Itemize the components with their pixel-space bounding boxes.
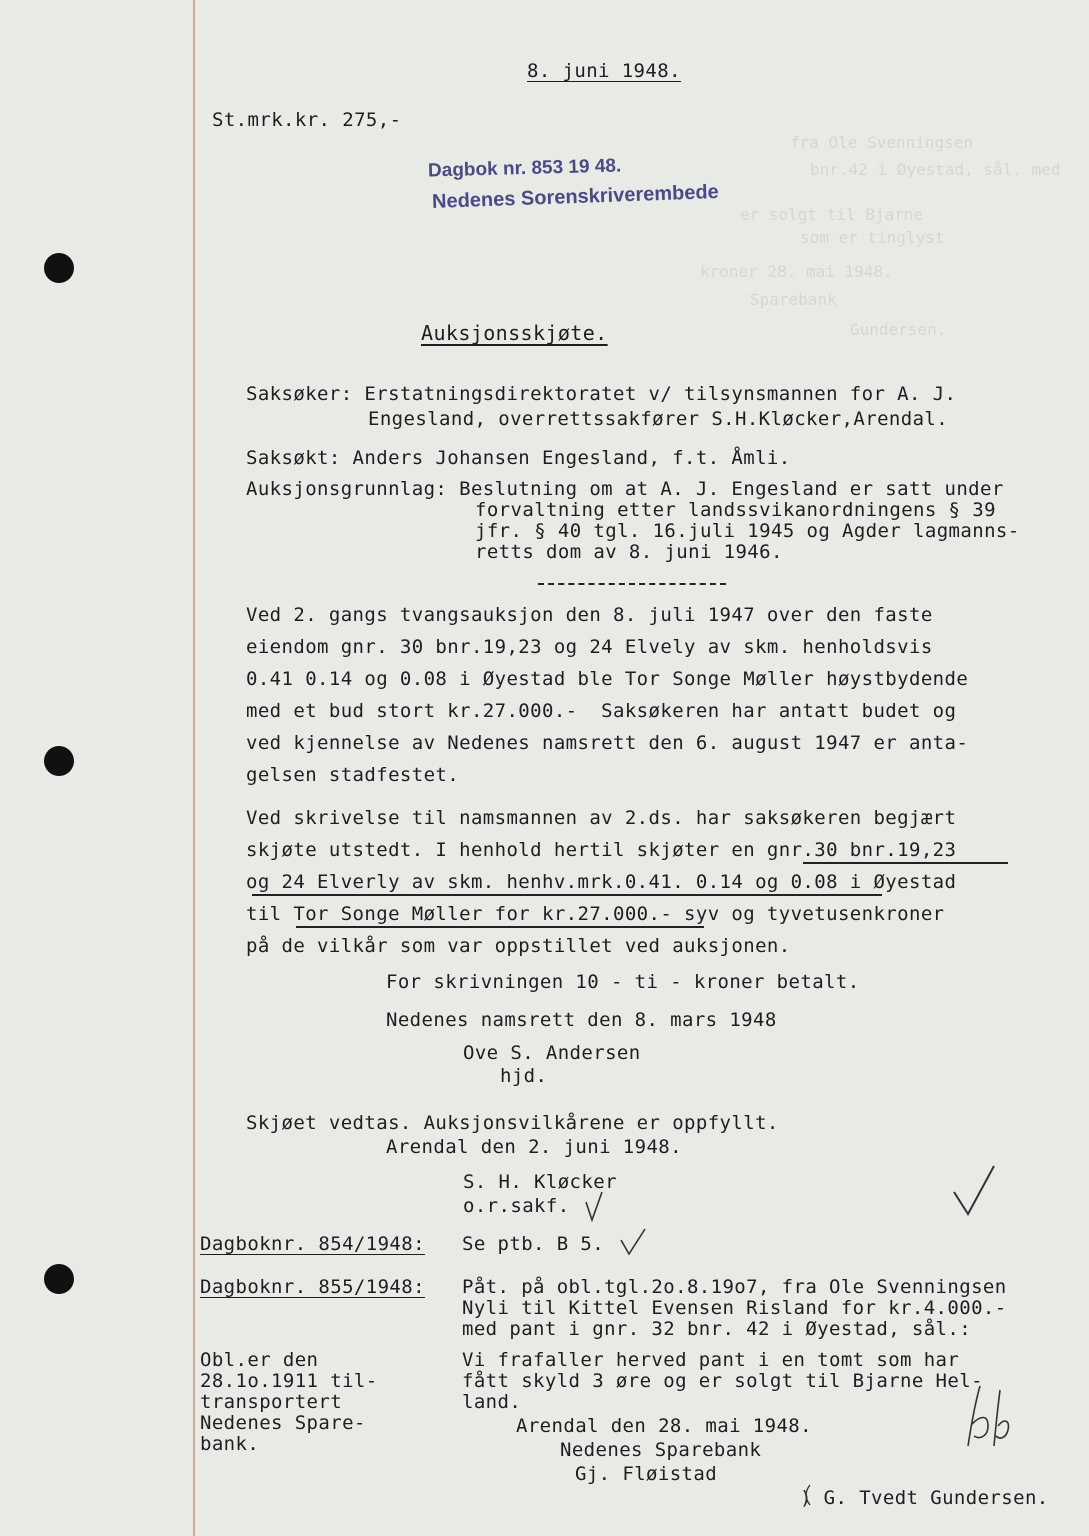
check-mark-icon (950, 1162, 998, 1218)
entry-855-line: fått skyld 3 øre og er solgt til Bjarne Hel- (462, 1370, 983, 1392)
entry-855-line: Nyli til Kittel Evensen Risland for kr.4.000.- (462, 1297, 1007, 1319)
margin-note-line: 28.1o.1911 til- (200, 1370, 378, 1392)
diary-stamp-line2: Nedenes Sorenskriverembede (431, 181, 720, 213)
check-mark-icon (584, 1190, 604, 1224)
ghost-text: bnr.42 i Øyestad, sål. med (810, 160, 1061, 179)
fee-line: For skrivningen 10 - ti - kroner betalt. (386, 971, 860, 993)
lawyer-name: S. H. Kløcker (463, 1171, 617, 1193)
entry-855-place-date: Arendal den 28. mai 1948. (516, 1415, 812, 1437)
date-header: 8. juni 1948. (527, 60, 681, 82)
body-line: til Tor Songe Møller for kr.27.000.- syv og tyvetusenkroner (246, 903, 945, 925)
stamp-duty: St.mrk.kr. 275,- (212, 109, 402, 131)
body-line: skjøte utstedt. I henhold hertil skjøter en gnr.30 bnr.19,23 (246, 839, 957, 861)
body-line: Ved 2. gangs tvangsauksjon den 8. juli 1947 over den faste (246, 604, 933, 626)
ghost-text: Sparebank (750, 290, 837, 309)
auction-basis-line: jfr. § 40 tgl. 16.juli 1945 og Agder lagmanns- (475, 520, 1020, 542)
margin-note-line: bank. (200, 1433, 260, 1455)
entry-855-label: Dagboknr. 855/1948: (200, 1276, 425, 1298)
entry-855-signatory: ) G. Tvedt Gundersen. (800, 1487, 1049, 1509)
court-place-date: Nedenes namsrett den 8. mars 1948 (386, 1009, 777, 1031)
hand-underline (296, 926, 704, 928)
hand-underline (252, 894, 882, 896)
lawyer-title: o.r.sakf. (463, 1195, 570, 1217)
handwritten-initials (958, 1380, 1014, 1450)
judge-name: Ove S. Andersen (463, 1042, 641, 1064)
check-mark-icon (618, 1226, 648, 1258)
punch-hole (44, 746, 74, 776)
document-title: Auksjonsskjøte. (421, 321, 608, 345)
margin-note-line: Nedenes Spare- (200, 1412, 366, 1434)
entry-854-text: Se ptb. B 5. (462, 1233, 605, 1255)
auction-basis-line: forvaltning etter landssvikanordningens § 39 (475, 499, 996, 521)
margin-line (193, 0, 195, 1536)
ghost-text: er solgt til Bjarne (740, 205, 924, 224)
entry-855-bank: Nedenes Sparebank (560, 1439, 762, 1461)
ghost-text: Gundersen. (850, 320, 947, 339)
entry-855-line: Vi frafaller herved pant i en tomt som har (462, 1349, 960, 1371)
ghost-text: kroner 28. mai 1948. (700, 262, 893, 281)
body-line: ved kjennelse av Nedenes namsrett den 6. august 1947 er anta- (246, 732, 969, 754)
entry-855-line: Påt. på obl.tgl.2o.8.19o7, fra Ole Svenningsen (462, 1276, 1007, 1298)
ghost-text: fra Ole Svenningsen (790, 133, 974, 152)
entry-855-line: land. (462, 1391, 522, 1413)
body-line: eiendom gnr. 30 bnr.19,23 og 24 Elvely av skm. henholdsvis (246, 636, 933, 658)
punch-hole (44, 253, 74, 283)
auction-basis-line: retts dom av 8. juni 1946. (475, 541, 783, 563)
body-line: med et bud stort kr.27.000.- Saksøkeren har antatt budet og (246, 700, 957, 722)
body-line: gelsen stadfestet. (246, 764, 460, 786)
body-line: og 24 Elverly av skm. henhv.mrk.0.41. 0.14 og 0.08 i Øyestad (246, 871, 957, 893)
margin-note-line: Obl.er den (200, 1349, 319, 1371)
entry-854-label: Dagboknr. 854/1948: (200, 1233, 425, 1255)
diary-stamp-line1: Dagbok nr. 853 19 48. (427, 155, 622, 182)
margin-note-line: transportert (200, 1391, 343, 1413)
body-line: 0.41 0.14 og 0.08 i Øyestad ble Tor Songe Møller høystbydende (246, 668, 969, 690)
hand-underline (803, 862, 1008, 864)
ghost-text: som er tinglyst (800, 228, 945, 247)
punch-hole (44, 1264, 74, 1294)
defendant-line: Saksøkt: Anders Johansen Engesland, f.t. Åmli. (246, 447, 791, 469)
entry-855-line: med pant i gnr. 32 bnr. 42 i Øyestad, sål.: (462, 1318, 972, 1340)
plaintiff-line: Saksøker: Erstatningsdirektoratet v/ tilsynsmannen for A. J. (246, 383, 957, 405)
body-line: på de vilkår som var oppstillet ved auksjonen. (246, 935, 791, 957)
section-divider (538, 583, 726, 585)
body-line: Ved skrivelse til namsmannen av 2.ds. har saksøkeren begjært (246, 807, 957, 829)
acceptance-line: Skjøet vedtas. Auksjonsvilkårene er oppfyllt. (246, 1112, 779, 1134)
auction-basis-line: Auksjonsgrunnlag: Beslutning om at A. J. Engesland er satt under (246, 478, 1004, 500)
judge-title: hjd. (500, 1065, 548, 1087)
bracket-mark (800, 1484, 814, 1506)
plaintiff-line: Engesland, overrettssakfører S.H.Kløcker,Arendal. (368, 408, 949, 430)
entry-855-signatory: Gj. Fløistad (575, 1463, 718, 1485)
acceptance-place-date: Arendal den 2. juni 1948. (386, 1136, 682, 1158)
